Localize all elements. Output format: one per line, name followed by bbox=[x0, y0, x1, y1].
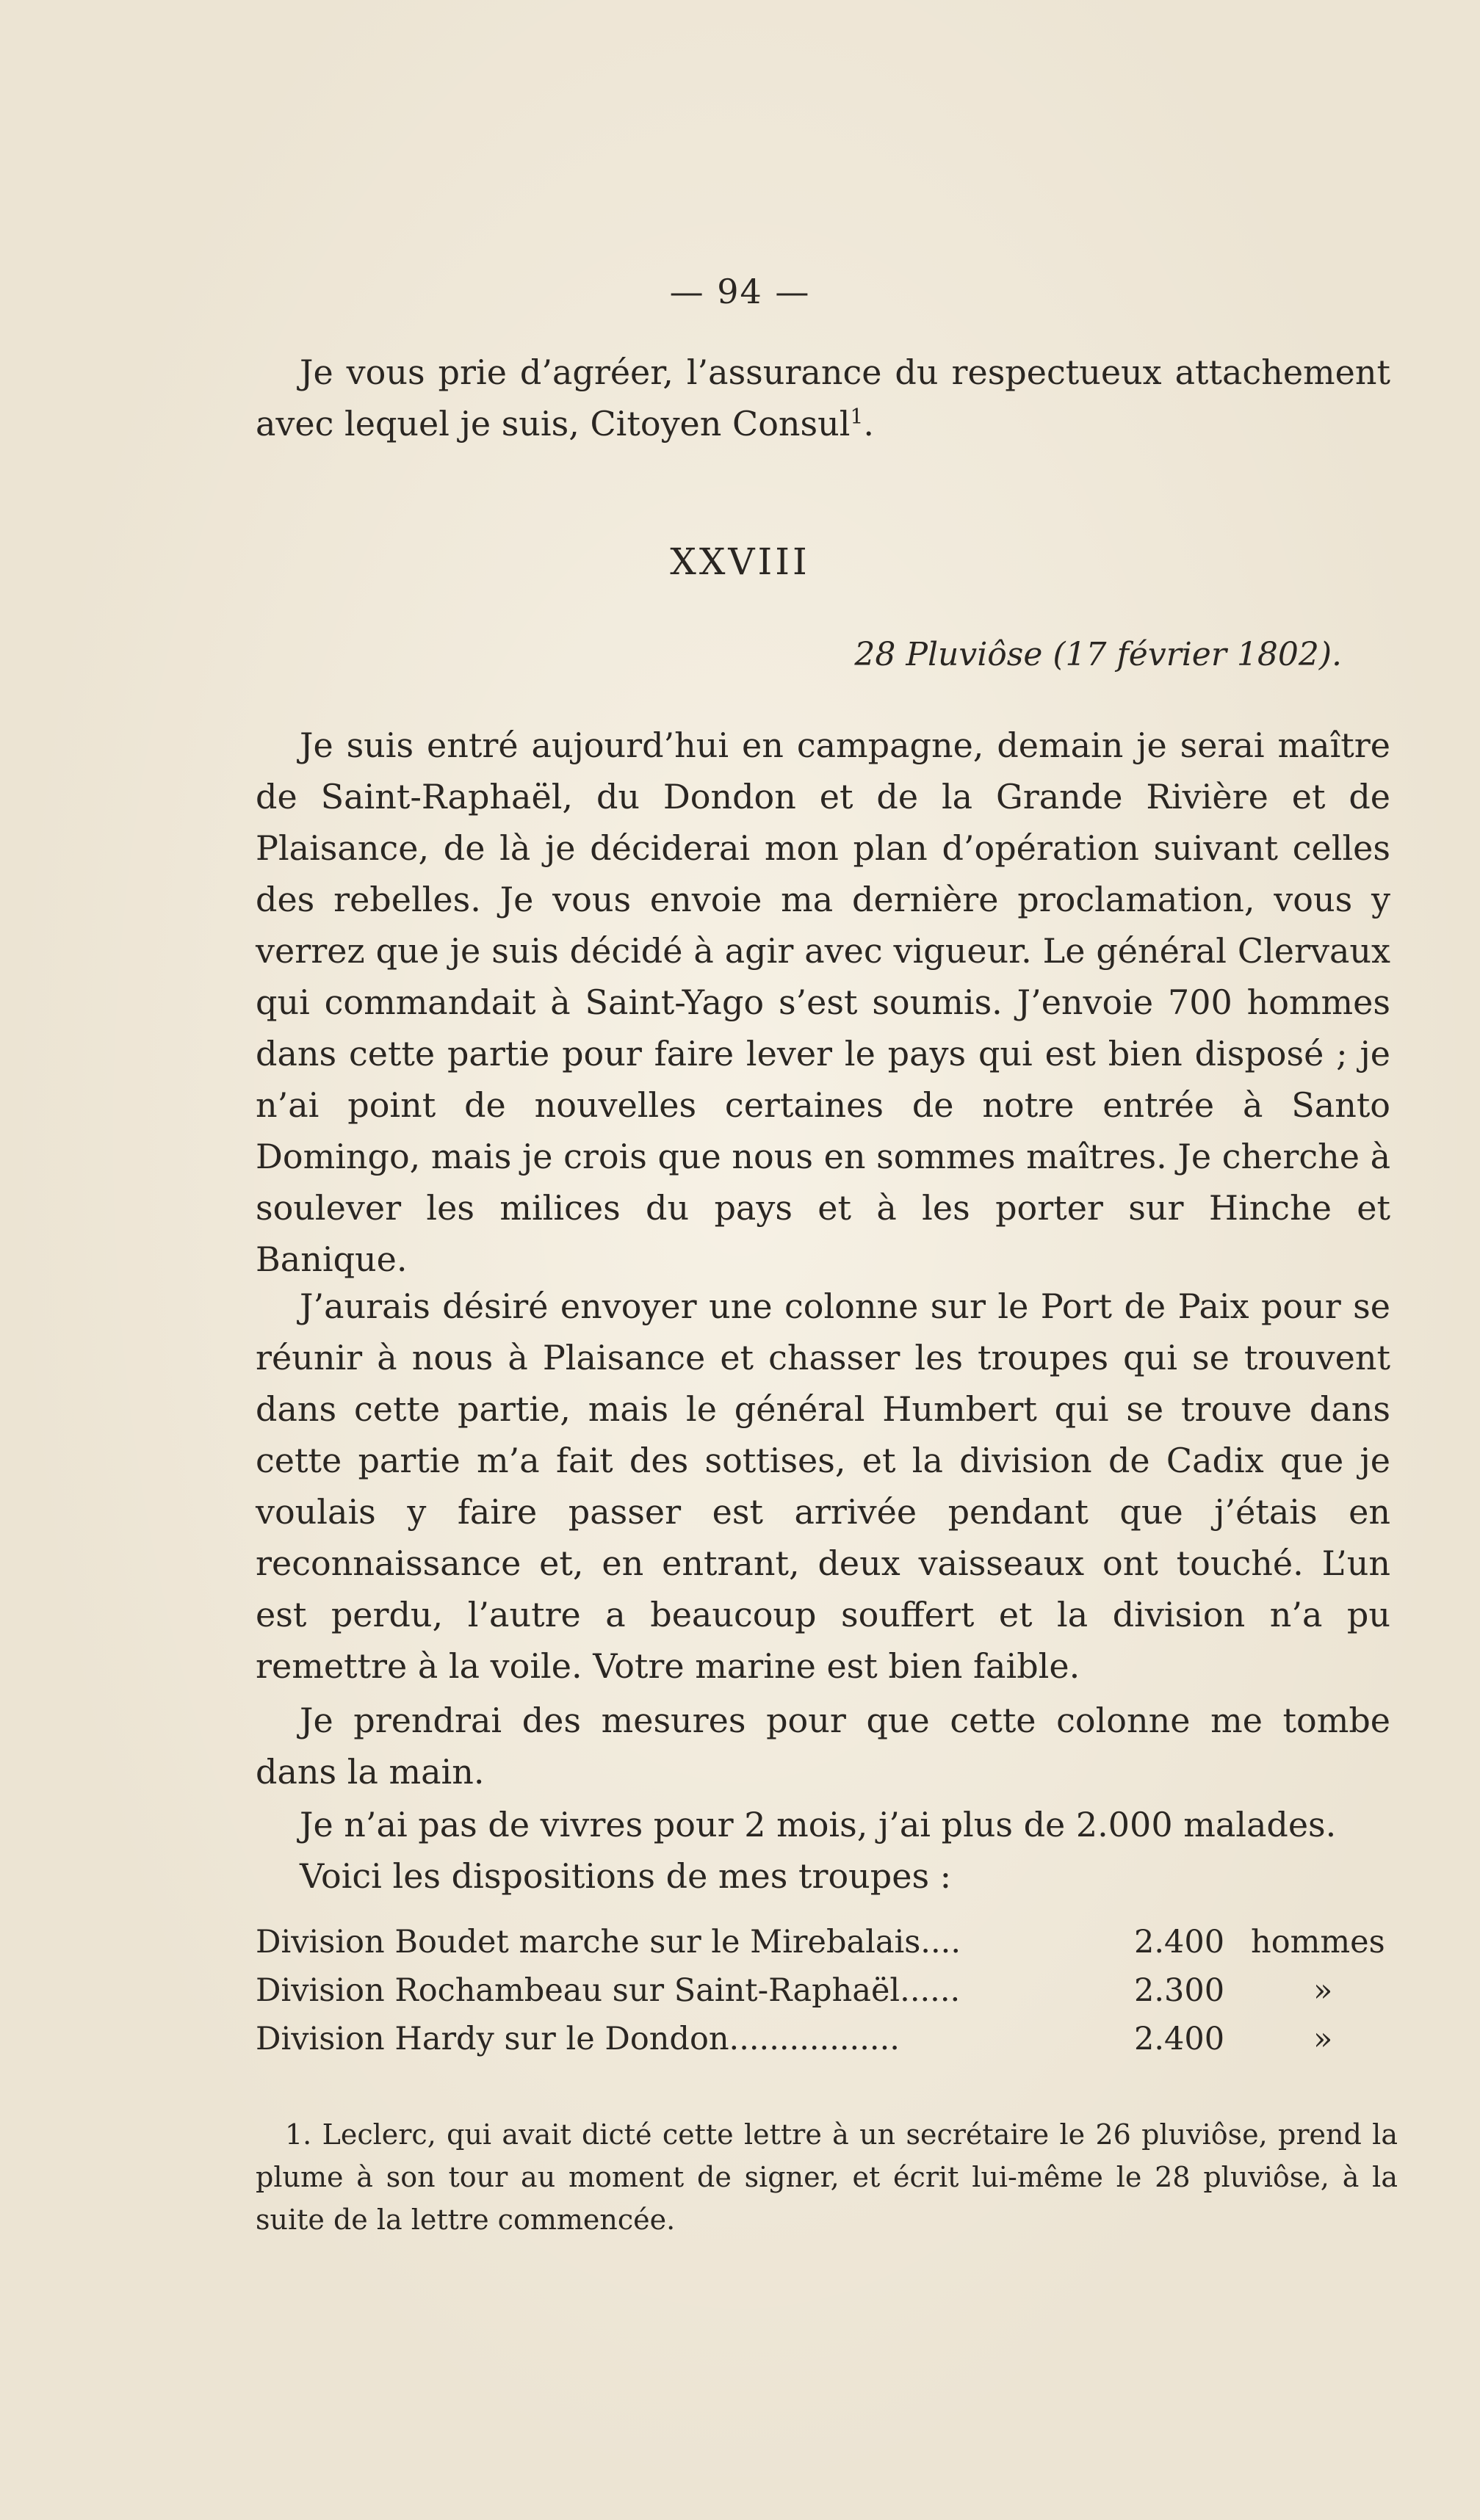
letter-paragraph: Voici les dispositions de mes troupes : bbox=[300, 1856, 952, 1896]
letter-paragraph: J’aurais désiré envoyer une colonne sur le Port de Paix pour se réunir à nous à Plaisance et chasser les troupes qui se trouvent dans cette partie, mais le général Humbert qui se trouve dans cette partie m’a fait des sottises, et la division de Cadix que je voulais y faire passer est arrivée pendant que j’étais en reconnaissance et, en entrant, deux vaisseaux ont touché. L’un est perdu, l’autre a beaucoup souffert et la division n’a pu remettre à la voile. Votre marine est bien faible. bbox=[256, 1286, 1390, 1686]
closing-text: Je vous prie d’agréer, l’assurance du respectueux attachement avec lequel je suis, Citoyen Consul bbox=[256, 352, 1390, 443]
letter-paragraph: Je n’ai pas de vivres pour 2 mois, j’ai plus de 2.000 malades. bbox=[300, 1805, 1337, 1844]
troop-division: Division Rochambeau sur Saint-Raphaël...... bbox=[256, 1972, 961, 2009]
closing-period: . bbox=[863, 404, 874, 443]
troop-row bbox=[256, 2015, 1398, 2063]
troop-row bbox=[256, 1966, 1398, 2015]
footnote-reference[interactable]: 1 bbox=[850, 404, 864, 429]
troop-unit: » bbox=[1313, 2021, 1333, 2057]
troop-division: Division Hardy sur le Dondon................. bbox=[256, 2021, 900, 2057]
letter-heading: XXVIII bbox=[670, 540, 810, 583]
letter-paragraph: Je prendrai des mesures pour que cette colonne me tombe dans la main. bbox=[256, 1701, 1390, 1792]
closing-paragraph bbox=[256, 347, 1390, 449]
troop-dispositions-table bbox=[256, 1918, 1398, 2063]
troop-unit: » bbox=[1313, 1972, 1333, 2009]
page-number: — 94 — bbox=[669, 272, 811, 311]
letter-dateline: 28 Pluviôse (17 février 1802). bbox=[854, 636, 1342, 673]
troop-amount: 2.400 bbox=[1134, 2021, 1225, 2057]
letter-paragraph: Je suis entré aujourd’hui en campagne, demain je serai maître de Saint-Raphaël, du Dondon et de la Grande Rivière et de Plaisance, de là je déciderai mon plan d’opération suivant celles des rebelles. Je vous envoie ma dernière proclamation, vous y verrez que je suis décidé à agir avec vigueur. Le général Clervaux qui commandait à Saint-Yago s’est soumis. J’envoie 700 hommes dans cette partie pour faire lever le pays qui est bien disposé ; je n’ai point de nouvelles certaines de notre entrée à Santo Domingo, mais je crois que nous en sommes maîtres. Je cherche à soulever les milices du pays et à les porter sur Hinche et Banique. bbox=[256, 725, 1390, 1279]
footnote: 1. Leclerc, qui avait dicté cette lettre à un secrétaire le 26 pluviôse, prend la plume à son tour au moment de signer, et écrit lui-même le 28 pluviôse, à la suite de la lettre commencée. bbox=[256, 2118, 1398, 2236]
troop-amount: 2.300 bbox=[1134, 1972, 1225, 2009]
troop-division: Division Boudet marche sur le Mirebalais.... bbox=[256, 1924, 961, 1960]
troop-unit: hommes bbox=[1251, 1924, 1385, 1960]
troop-amount: 2.400 bbox=[1134, 1924, 1225, 1960]
troop-row bbox=[256, 1918, 1398, 1966]
